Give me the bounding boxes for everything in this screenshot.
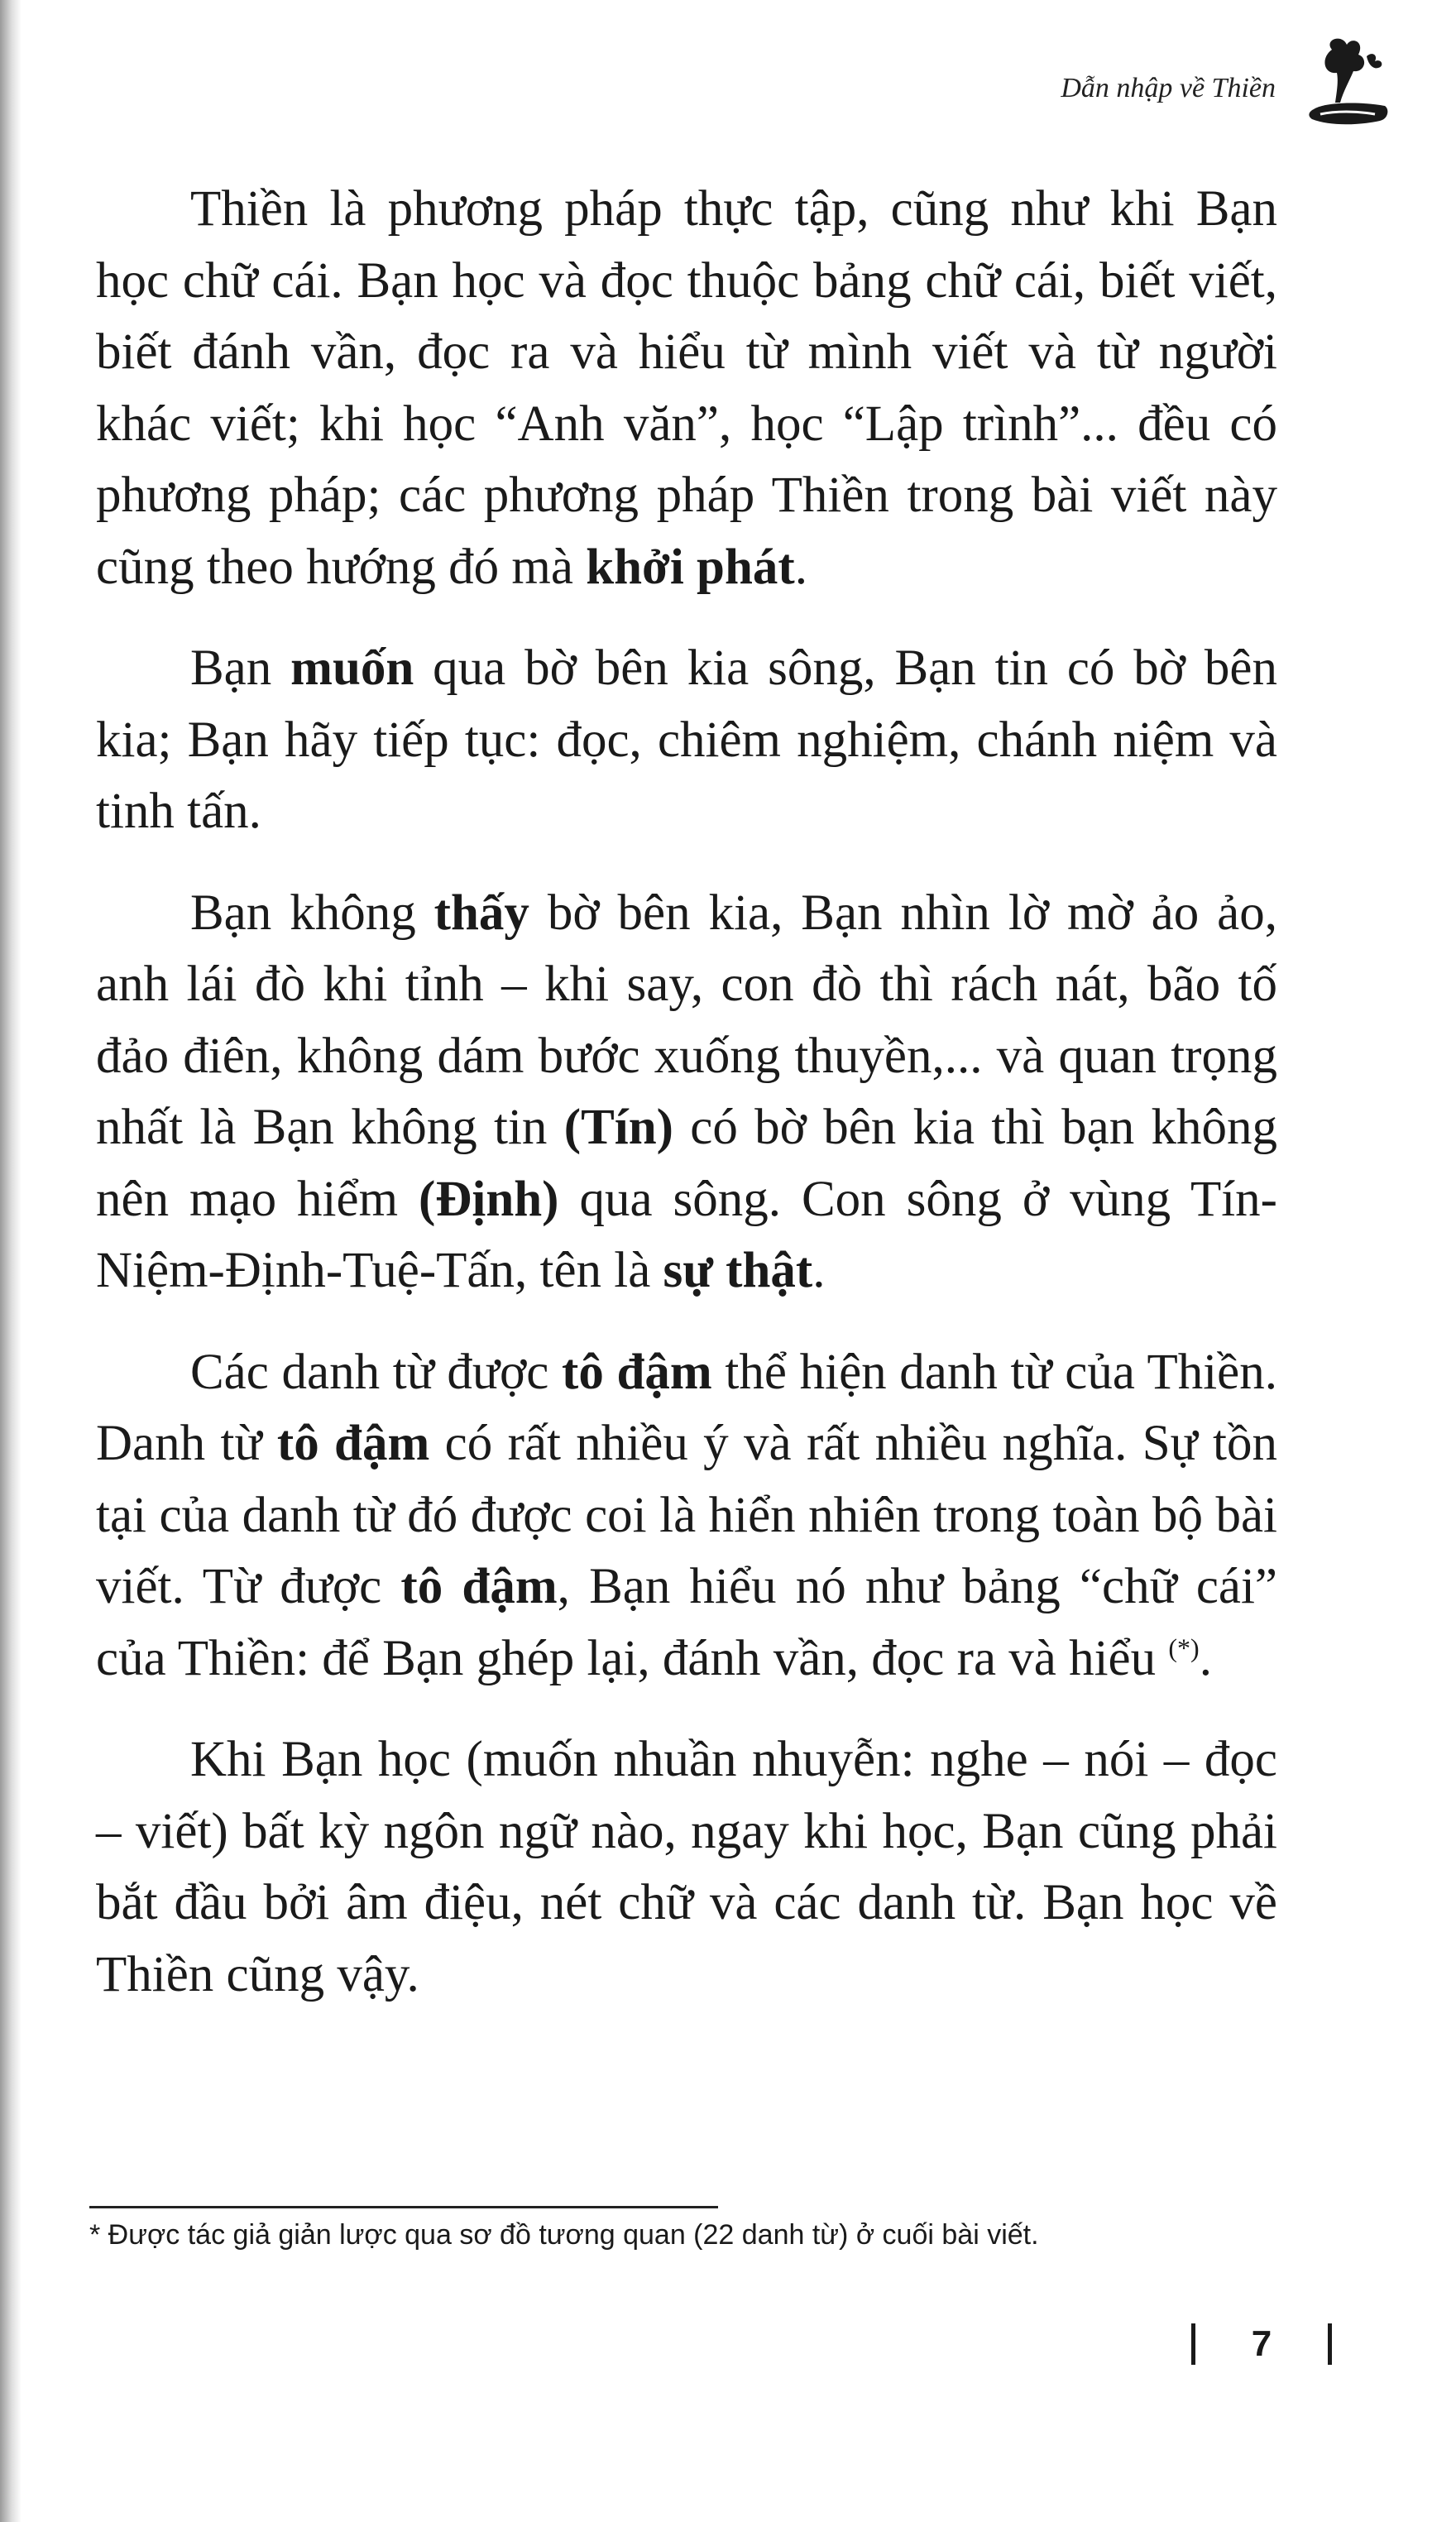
- text-run: Bạn không: [190, 885, 434, 941]
- bold-term: (Tín): [563, 1100, 673, 1155]
- text-run: .: [1199, 1630, 1212, 1686]
- text-run: .: [794, 539, 807, 595]
- text-run: bờ bên kia, Bạn nhìn lờ mờ ảo ảo, anh lái đò khi tỉnh – khi say, con đò thì rách nát, bão tố đảo điên, không dám bước xuống thuyền,... và quan trọng nhất là Bạn không tin: [96, 885, 1278, 1155]
- page-number: 7: [1251, 2323, 1272, 2364]
- paragraph-4: [96, 1337, 1277, 1695]
- footnote-divider: [89, 2206, 718, 2208]
- bold-term: tô đậm: [400, 1559, 558, 1614]
- body-text: [96, 174, 1277, 2011]
- text-run: Các danh từ được: [190, 1344, 563, 1400]
- bold-term: muốn: [290, 640, 414, 696]
- text-run: có bờ bên kia thì bạn không nên mạo hiểm: [96, 1100, 1277, 1227]
- bold-term: tô đậm: [562, 1344, 712, 1400]
- page-number-bar-left: [1191, 2323, 1195, 2365]
- footnote: * Được tác giả giản lược qua sơ đồ tương quan (22 danh từ) ở cuối bài viết.: [89, 2219, 1039, 2251]
- page-number-block: [1191, 2323, 1332, 2365]
- page-number-bar-right: [1328, 2323, 1332, 2365]
- text-run: Khi Bạn học (muốn nhuần nhuyễn: nghe – nói – đọc – viết) bất kỳ ngôn ngữ nào, ngay khi học, Bạn cũng phải bắt đầu bởi âm điệu, nét chữ và các danh từ. Bạn học về Thiền cũng vậy.: [96, 1732, 1277, 2002]
- paragraph-1: [96, 174, 1277, 603]
- text-run: , Bạn hiểu nó như bảng “chữ cái” của Thiền: để Bạn ghép lại, đánh vần, đọc ra và hiểu: [96, 1559, 1277, 1686]
- bold-term: tô đậm: [276, 1416, 430, 1471]
- bold-term: khởi phát: [586, 539, 795, 595]
- text-run: qua sông. Con sông ở vùng Tín-Niệm-Định-Tuệ-Tấn, tên là: [96, 1171, 1277, 1298]
- page-gutter-shadow: [0, 0, 22, 2522]
- text-run: Thiền là phương pháp thực tập, cũng như khi Bạn học chữ cái. Bạn học và đọc thuộc bảng chữ cái, biết viết, biết đánh vần, đọc ra và hiểu từ mình viết và từ người khác viết; khi học “Anh văn”, học “Lập trình”... đều có phương pháp; các phương pháp Thiền trong bài viết này cũng theo hướng đó mà: [96, 181, 1277, 595]
- text-run: .: [812, 1243, 826, 1298]
- bold-term: thấy: [433, 885, 529, 941]
- text-run: thể hiện danh từ của Thiền. Danh từ: [96, 1344, 1277, 1471]
- paragraph-5: [96, 1724, 1277, 2011]
- footnote-marker[interactable]: (*): [1168, 1633, 1200, 1663]
- ink-figure-icon: [1299, 33, 1398, 137]
- paragraph-2: [96, 633, 1277, 848]
- bold-term: (Định): [419, 1171, 559, 1227]
- paragraph-3: [96, 878, 1277, 1307]
- text-run: có rất nhiều ý và rất nhiều nghĩa. Sự tồn tại của danh từ đó được coi là hiển nhiên trong toàn bộ bài viết. Từ được: [96, 1416, 1277, 1614]
- running-header: Dẫn nhập về Thiền: [1061, 73, 1276, 103]
- text-run: qua bờ bên kia sông, Bạn tin có bờ bên kia; Bạn hãy tiếp tục: đọc, chiêm nghiệm, chánh niệm và tinh tấn.: [96, 640, 1278, 839]
- bold-term: sự thật: [663, 1243, 813, 1298]
- text-run: Bạn: [190, 640, 291, 696]
